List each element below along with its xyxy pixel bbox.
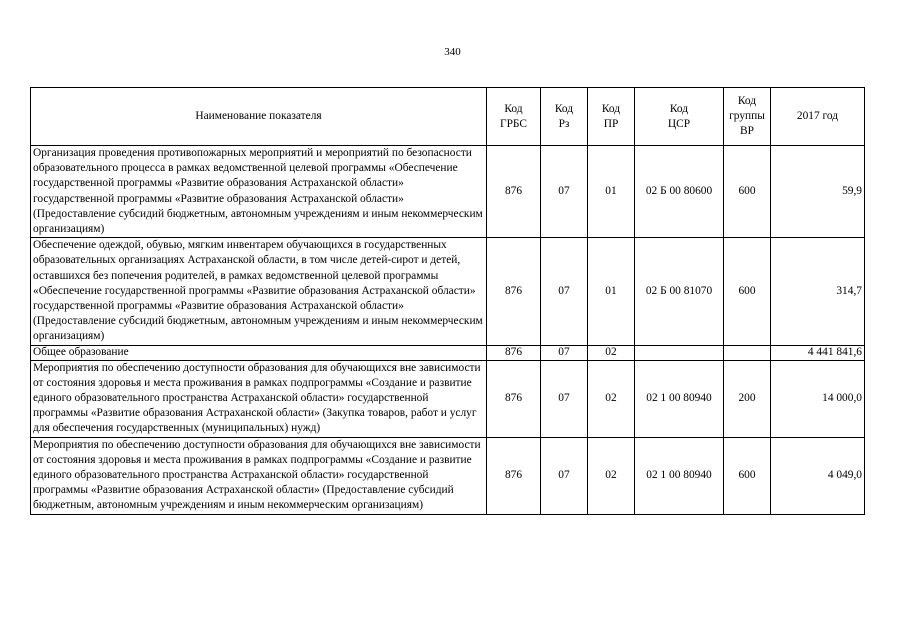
row-amount: 4 049,0	[771, 437, 865, 514]
row-rz: 07	[541, 345, 588, 360]
page-number: 340	[444, 46, 461, 58]
row-pr: 01	[588, 238, 635, 345]
header-year: 2017 год	[771, 88, 865, 146]
row-name: Мероприятия по обеспечению доступности образования для обучающихся вне зависимости от состояния здоровья и места проживания в рамках подпрограммы «Создание и развитие единого образовательного пространства Астраханской области» государственной программы «Развитие образования Астраханской области» (Предоставление субсидий бюджетным, автономным учреждениям и иным некоммерческим организациям)	[31, 437, 487, 514]
row-pr: 02	[588, 360, 635, 437]
row-name: Мероприятия по обеспечению доступности образования для обучающихся вне зависимости от состояния здоровья и места проживания в рамках подпрограммы «Создание и развитие единого образовательного пространства Астраханской области» государственной программы «Развитие образования Астраханской области» (Закупка товаров, работ и услуг для обеспечения государственных (муниципальных) нужд)	[31, 360, 487, 437]
row-amount: 59,9	[771, 146, 865, 238]
header-row	[31, 88, 865, 146]
row-vr: 600	[724, 238, 771, 345]
table-row	[31, 345, 865, 360]
row-grbs: 876	[487, 238, 541, 345]
row-vr: 200	[724, 360, 771, 437]
header-name: Наименование показателя	[31, 88, 487, 146]
header-csr: Код ЦСР	[635, 88, 724, 146]
row-pr: 01	[588, 146, 635, 238]
table-row	[31, 437, 865, 514]
row-rz: 07	[541, 437, 588, 514]
row-pr: 02	[588, 345, 635, 360]
row-name: Организация проведения противопожарных мероприятий и мероприятий по безопасности образовательного процесса в рамках ведомственной целевой программы «Обеспечение государственной программы «Развитие образования Астраханской области» государственной программы «Развитие образования Астраханской области» (Предоставление субсидий бюджетным, автономным учреждениям и иным некоммерческим организациям)	[31, 146, 487, 238]
row-rz: 07	[541, 360, 588, 437]
row-csr: 02 1 00 80940	[635, 437, 724, 514]
row-pr: 02	[588, 437, 635, 514]
row-rz: 07	[541, 238, 588, 345]
row-grbs: 876	[487, 360, 541, 437]
header-vr: Код группы ВР	[724, 88, 771, 146]
header-rz: Код Рз	[541, 88, 588, 146]
row-csr: 02 Б 00 81070	[635, 238, 724, 345]
row-vr	[724, 345, 771, 360]
row-amount: 14 000,0	[771, 360, 865, 437]
row-grbs: 876	[487, 146, 541, 238]
table-row	[31, 146, 865, 238]
budget-table	[30, 87, 865, 515]
row-name: Общее образование	[31, 345, 487, 360]
row-csr: 02 Б 00 80600	[635, 146, 724, 238]
row-name: Обеспечение одеждой, обувью, мягким инвентарем обучающихся в государственных образовательных организациях Астраханской области, в том числе детей-сирот и детей, оставшихся без попечения родителей, в рамках ведомственной целевой программы «Обеспечение государственной программы «Развитие образования Астраханской области» государственной программы «Развитие образования Астраханской области» (Предоставление субсидий бюджетным, автономным учреждениям и иным некоммерческим организациям)	[31, 238, 487, 345]
row-amount: 4 441 841,6	[771, 345, 865, 360]
row-csr: 02 1 00 80940	[635, 360, 724, 437]
row-grbs: 876	[487, 345, 541, 360]
row-rz: 07	[541, 146, 588, 238]
row-vr: 600	[724, 146, 771, 238]
row-csr	[635, 345, 724, 360]
row-vr: 600	[724, 437, 771, 514]
table-row	[31, 360, 865, 437]
header-grbs: Код ГРБС	[487, 88, 541, 146]
row-grbs: 876	[487, 437, 541, 514]
header-pr: Код ПР	[588, 88, 635, 146]
table-row	[31, 238, 865, 345]
row-amount: 314,7	[771, 238, 865, 345]
